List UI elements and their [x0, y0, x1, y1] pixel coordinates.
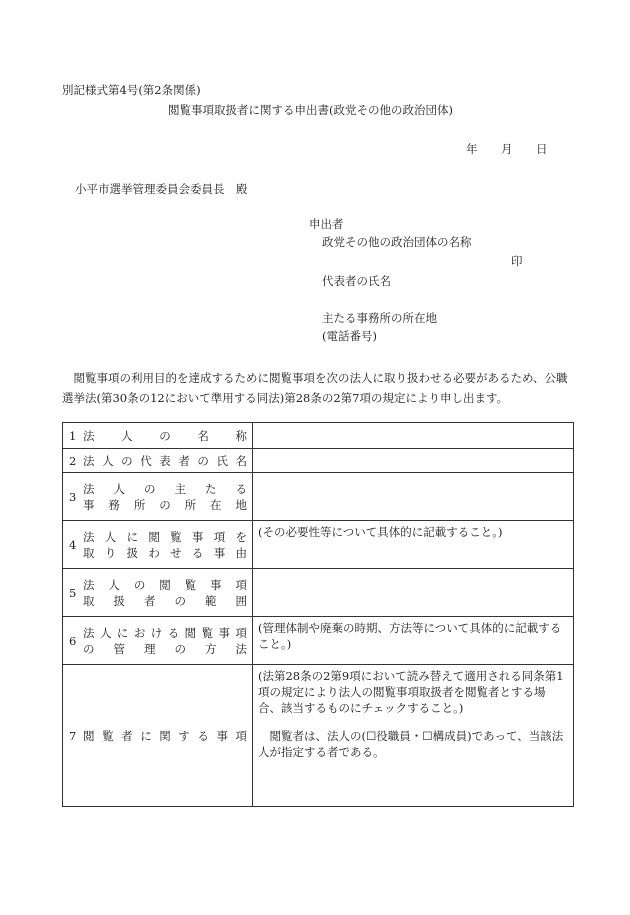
- date-year-label: 年: [466, 142, 478, 156]
- table-row: [63, 473, 574, 521]
- table-row: [63, 569, 574, 617]
- label-line: 法 人 の 閲 覧 事 項: [83, 577, 247, 592]
- viewer-info-field[interactable]: [253, 665, 574, 807]
- row-label: [83, 665, 253, 807]
- label-line: 取 り 扱 わ せ る 事 由: [83, 545, 247, 560]
- address-label: 主たる事務所の所在地: [322, 311, 437, 325]
- row-number: 5: [63, 569, 84, 617]
- label-line: 法 人 の 主 た る: [83, 481, 247, 496]
- body-paragraph: 閲覧事項の利用目的を達成するために閲覧事項を次の法人に取り扱わせる必要があるため、公職選挙法(第30条の12において準用する同法)第28条の2第7項の規定により申し出ます。: [62, 371, 568, 405]
- row-number: 7: [63, 665, 84, 807]
- table-row: [63, 665, 574, 807]
- label-line: 法 人 の 名 称: [83, 428, 247, 443]
- date-day-label: 日: [536, 142, 548, 156]
- org-name-label: 政党その他の政治団体の名称: [322, 235, 472, 249]
- label-line: 取 扱 者 の 範 囲: [83, 593, 247, 608]
- corp-rep-field[interactable]: [253, 449, 574, 473]
- label-line: 閲 覧 者 に 関 す る 事 項: [83, 728, 247, 743]
- date-month-label: 月: [501, 142, 513, 156]
- rep-name-label: 代表者の氏名: [322, 274, 391, 288]
- table-row: [63, 617, 574, 665]
- applicant-label: 申出者: [309, 217, 344, 231]
- row-label: [83, 521, 253, 569]
- phone-label: (電話番号): [322, 329, 377, 343]
- row-number: 6: [63, 617, 84, 665]
- label-line: 事 務 所 の 所 在 地: [83, 497, 247, 512]
- label-line: 法 人 に 閲 覧 事 項 を: [83, 529, 247, 544]
- application-form-table: [62, 422, 574, 807]
- label-line: 法 人 の 代 表 者 の 氏 名: [83, 453, 247, 468]
- row-number: 4: [63, 521, 84, 569]
- table-row: [63, 449, 574, 473]
- table-row: [63, 423, 574, 449]
- table-row: [63, 521, 574, 569]
- row-label: [83, 569, 253, 617]
- row-number: 3: [63, 473, 84, 521]
- row-number: 1: [63, 423, 84, 449]
- corp-address-field[interactable]: [253, 473, 574, 521]
- addressee: 小平市選挙管理委員会委員長 殿: [75, 182, 248, 196]
- reason-field[interactable]: (その必要性等について具体的に記載すること。): [253, 521, 574, 569]
- row-label: [83, 617, 253, 665]
- label-line: 法 人 に お け る 閲 覧 事 項: [83, 625, 247, 640]
- form-number: 別記様式第4号(第2条関係): [62, 83, 201, 97]
- viewer-declaration: 閲覧者は、法人の(☐役職員・☐構成員)であって、当該法人が指定する者である。: [258, 729, 564, 759]
- label-line: の 管 理 の 方 法: [83, 641, 247, 656]
- row-label: [83, 449, 253, 473]
- row-label: [83, 473, 253, 521]
- row-label: [83, 423, 253, 449]
- row-number: 2: [63, 449, 84, 473]
- handler-scope-field[interactable]: [253, 569, 574, 617]
- management-method-field[interactable]: (管理体制や廃棄の時期、方法等について具体的に記載すること。): [253, 617, 574, 665]
- viewer-note: (法第28条の2第9項において読み替えて適用される同条第1項の規定により法人の閲覧事項取扱者を閲覧者とする場合、該当するものにチェックすること。): [258, 669, 564, 715]
- document-title: 閲覧事項取扱者に関する申出書(政党その他の政治団体): [168, 103, 453, 117]
- seal-mark: 印: [511, 254, 523, 268]
- corp-name-field[interactable]: [253, 423, 574, 449]
